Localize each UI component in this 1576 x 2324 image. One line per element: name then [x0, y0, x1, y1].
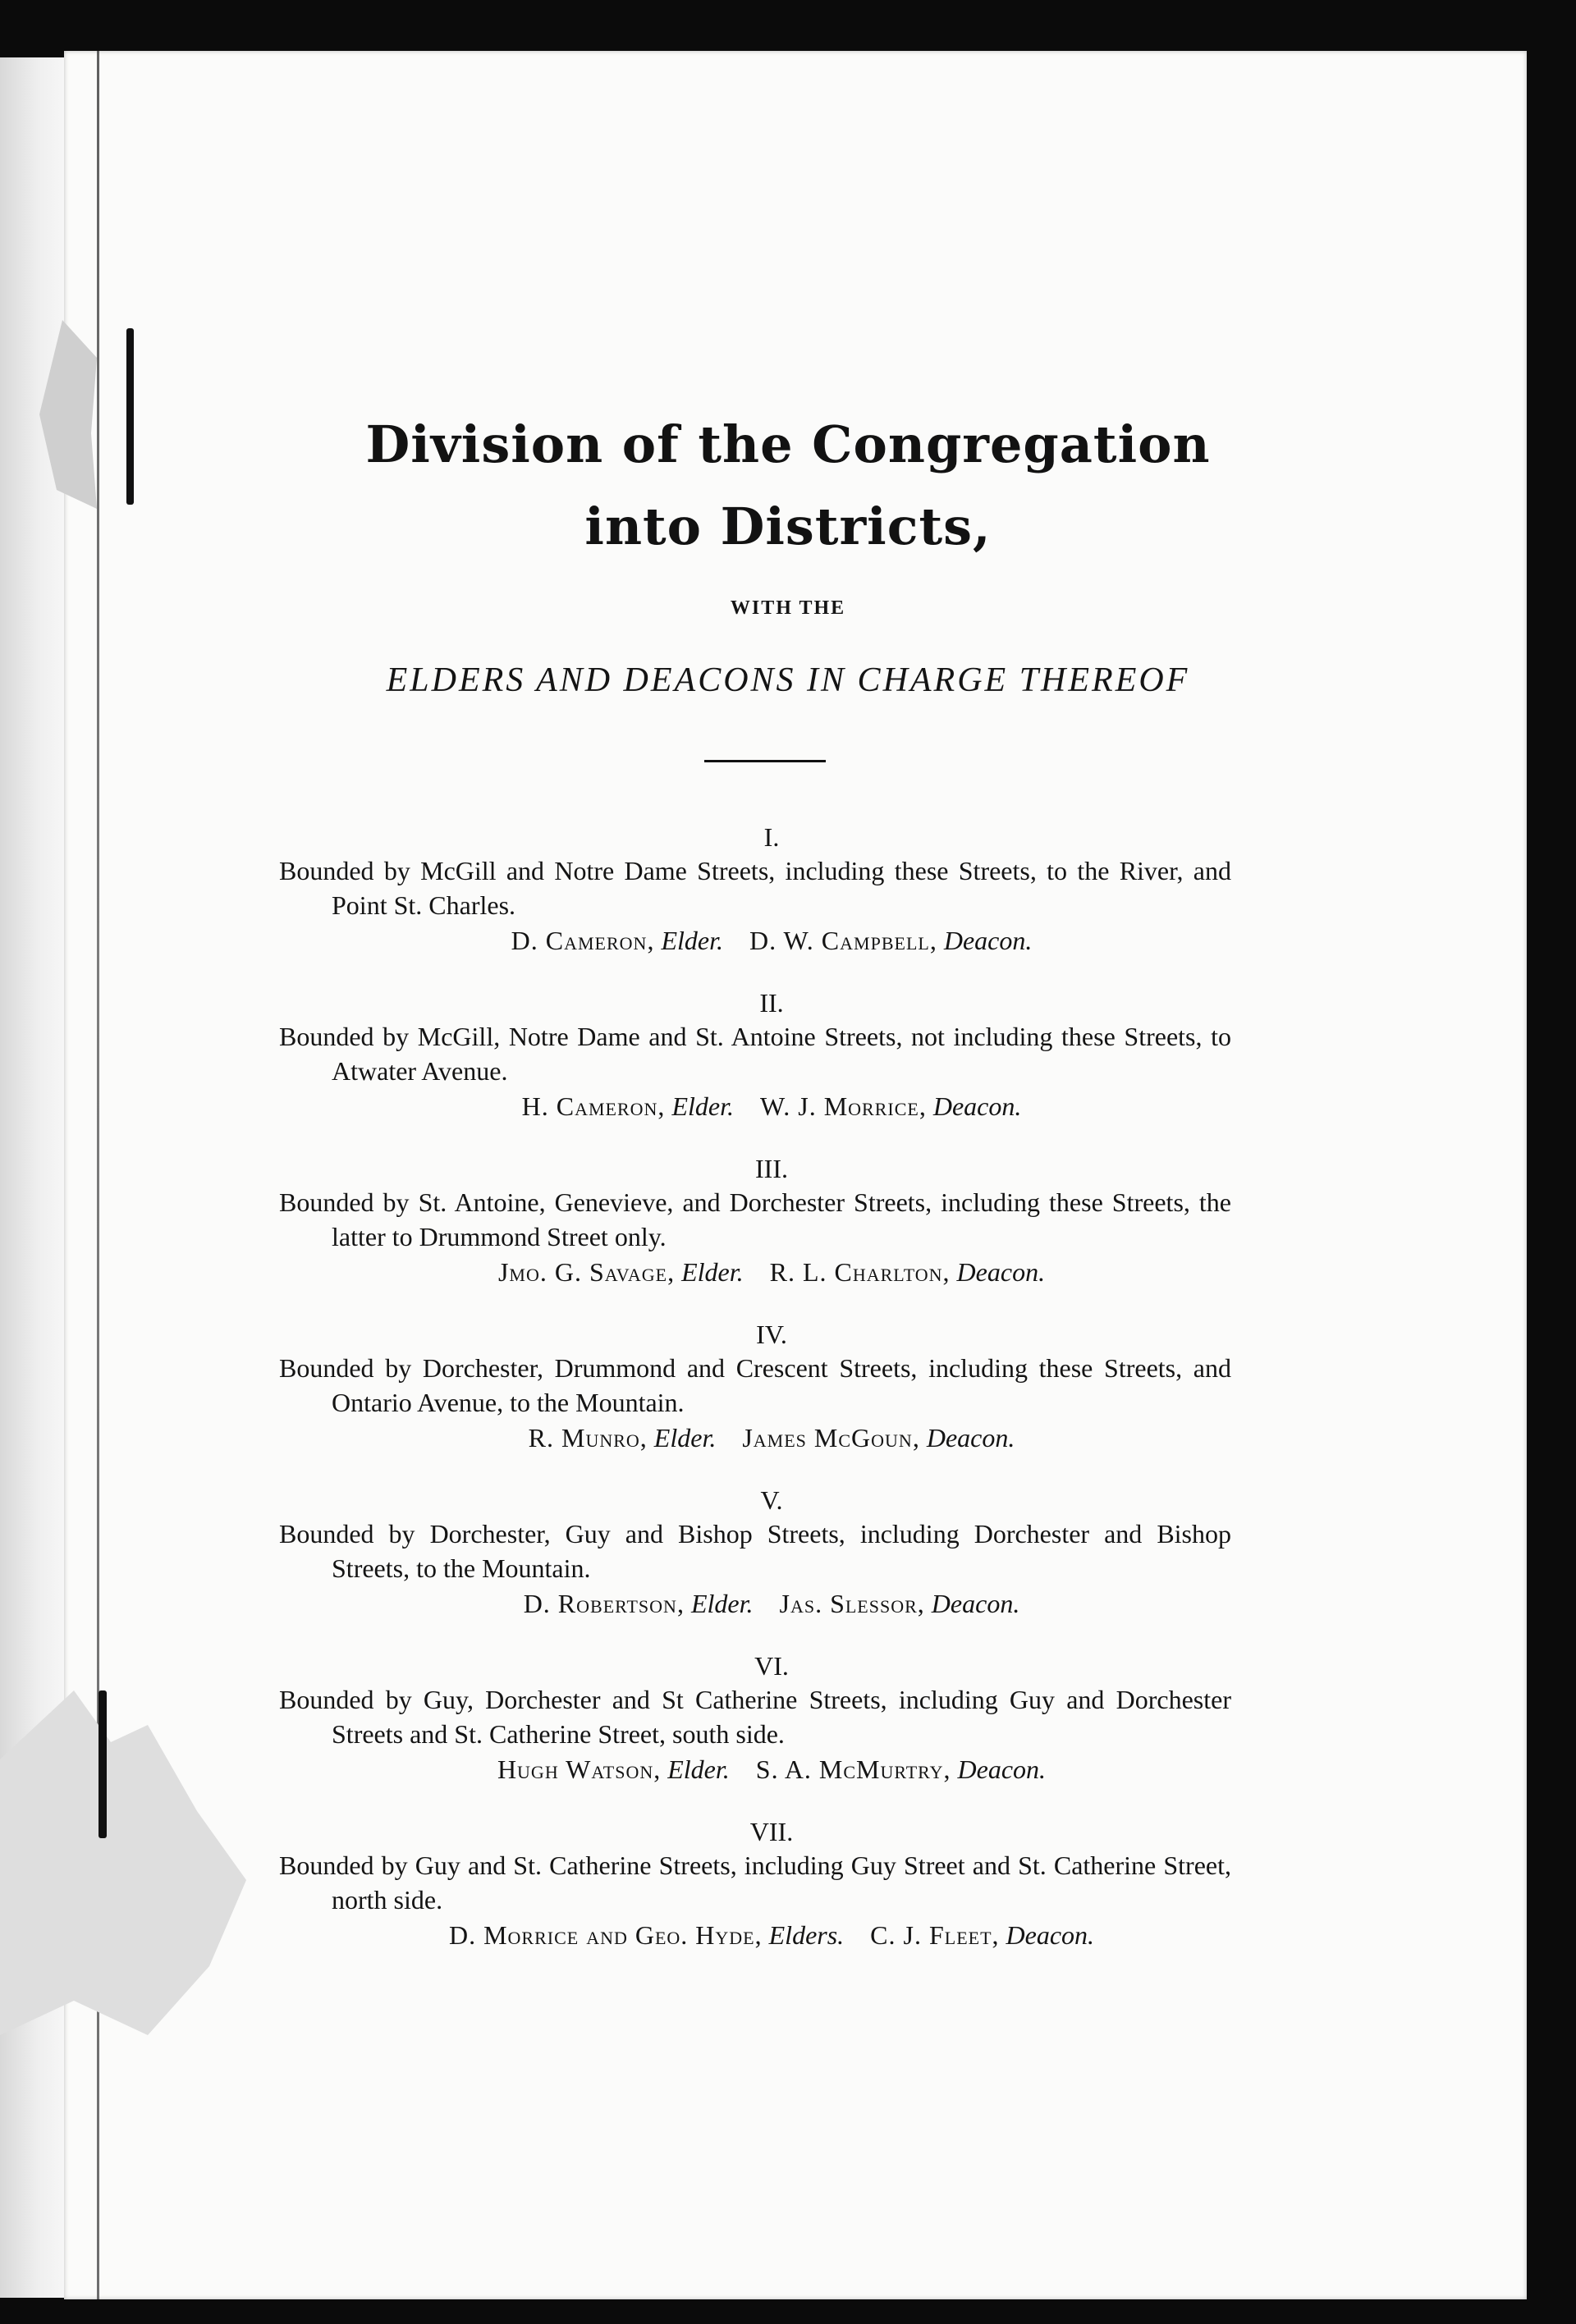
elder-name: H. Cameron,	[521, 1091, 666, 1121]
binding-mark-bottom	[98, 1690, 107, 1838]
district-numeral: IV.	[756, 1320, 787, 1349]
elder-name: R. Munro,	[528, 1423, 648, 1452]
elder-name: Hugh Watson,	[497, 1754, 662, 1784]
with-the-label: WITH THE	[730, 597, 846, 619]
page-title-line-1: Division of the Congregation	[365, 414, 1211, 474]
district-section-7	[279, 1815, 1231, 1953]
deacon-name: W. J. Morrice,	[759, 1091, 927, 1121]
district-boundary-text: Bounded by Guy and St. Catherine Streets, including Guy Street and St. Catherine Street, north side.	[279, 1851, 1231, 1915]
district-numeral: VII.	[749, 1817, 794, 1846]
district-numeral: VI.	[754, 1651, 789, 1681]
district-officers	[312, 1420, 1231, 1456]
district-section-4	[279, 1318, 1231, 1456]
district-boundary-text: Bounded by Dorchester, Drummond and Crescent Streets, including these Streets, and Ontario Avenue, to the Mountain.	[279, 1353, 1231, 1417]
elder-name: D. Robertson,	[523, 1589, 685, 1618]
district-boundary-text: Bounded by McGill, Notre Dame and St. Antoine Streets, not including these Streets, to Atwater Avenue.	[279, 1022, 1231, 1086]
district-section-5	[279, 1484, 1231, 1622]
elder-role: Elder.	[661, 926, 723, 955]
page-subtitle: ELDERS AND DEACONS IN CHARGE THEREOF	[386, 661, 1190, 699]
deacon-role: Deacon.	[957, 1754, 1047, 1784]
elder-name: D. Morrice and Geo. Hyde,	[448, 1920, 763, 1950]
district-section-1	[279, 821, 1231, 958]
elder-name: D. Cameron,	[511, 926, 655, 955]
deacon-name: Jas. Slessor,	[779, 1589, 925, 1618]
district-officers	[312, 1917, 1231, 1953]
title-divider	[704, 760, 826, 762]
district-numeral: V.	[760, 1485, 783, 1515]
deacon-role: Deacon.	[931, 1589, 1020, 1618]
district-boundary-text: Bounded by Guy, Dorchester and St Catherine Streets, including Guy and Dorchester Streets and St. Catherine Street, south side.	[279, 1685, 1231, 1749]
district-officers	[312, 1088, 1231, 1124]
district-numeral: III.	[755, 1154, 788, 1183]
elder-name: Jmo. G. Savage,	[497, 1257, 676, 1287]
deacon-name: S. A. McMurtry,	[755, 1754, 951, 1784]
district-officers	[312, 1254, 1231, 1290]
district-officers	[312, 1751, 1231, 1787]
district-boundary-text: Bounded by McGill and Notre Dame Streets, including these Streets, to the River, and Point St. Charles.	[279, 856, 1231, 920]
district-section-6	[279, 1649, 1231, 1787]
deacon-role: Deacon.	[956, 1257, 1046, 1287]
district-boundary-text: Bounded by Dorchester, Guy and Bishop Streets, including Dorchester and Bishop Streets, to the Mountain.	[279, 1519, 1231, 1583]
deacon-name: D. W. Campbell,	[749, 926, 937, 955]
district-section-2	[279, 986, 1231, 1124]
elder-role: Elder.	[690, 1589, 754, 1618]
page-title-line-2: into Districts,	[584, 496, 992, 556]
deacon-role: Deacon.	[1006, 1920, 1095, 1950]
elder-role: Elder.	[671, 1091, 734, 1121]
deacon-name: James McGoun,	[742, 1423, 920, 1452]
deacon-name: R. L. Charlton,	[769, 1257, 951, 1287]
district-numeral: II.	[759, 988, 784, 1018]
district-officers	[312, 922, 1231, 958]
elder-role: Elder.	[667, 1754, 730, 1784]
elder-role: Elders.	[768, 1920, 845, 1950]
district-numeral: I.	[763, 822, 780, 852]
district-officers	[312, 1585, 1231, 1622]
district-boundary-text: Bounded by St. Antoine, Genevieve, and Dorchester Streets, including these Streets, the latter to Drummond Street only.	[279, 1187, 1231, 1251]
elder-role: Elder.	[681, 1257, 744, 1287]
district-section-3	[279, 1152, 1231, 1290]
deacon-role: Deacon.	[932, 1091, 1022, 1121]
deacon-name: C. J. Fleet,	[870, 1920, 1000, 1950]
deacon-role: Deacon.	[943, 926, 1033, 955]
deacon-role: Deacon.	[926, 1423, 1015, 1452]
elder-role: Elder.	[653, 1423, 717, 1452]
